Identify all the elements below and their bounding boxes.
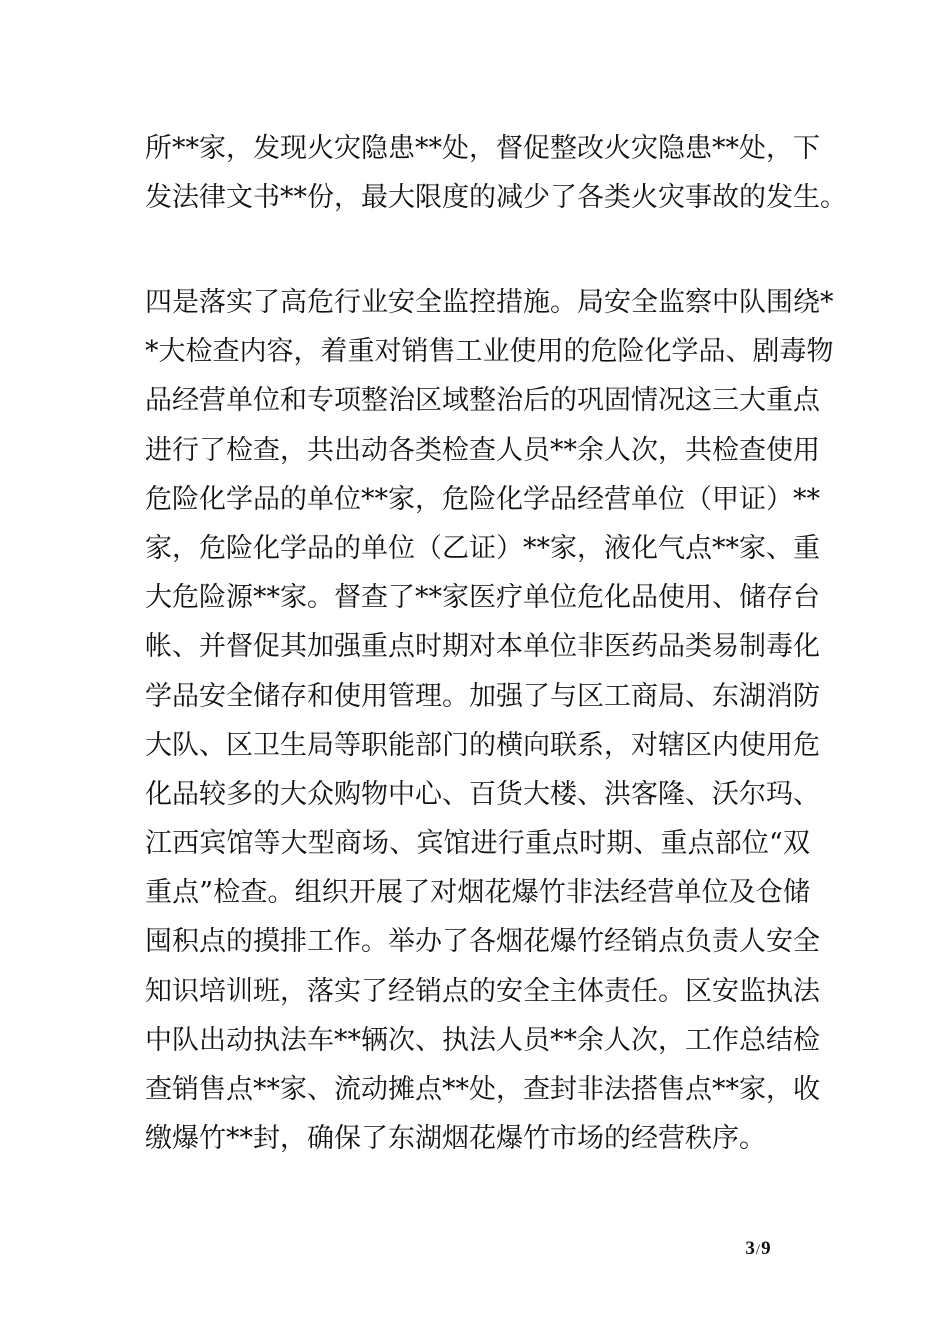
text-line: 家，危险化学品的单位（乙证）**家，液化气点**家、重 (145, 532, 820, 564)
text-line: 江西宾馆等大型商场、宾馆进行重点时期、重点部位“双 (145, 828, 810, 860)
text-line: 囤积点的摸排工作。举办了各烟花爆竹经销点负责人安全 (145, 926, 820, 958)
text-line: 中队出动执法车**辆次、执法人员**余人次，工作总结检 (145, 1024, 820, 1056)
text-line: 危险化学品的单位**家，危险化学品经营单位（甲证）** (145, 483, 820, 515)
paragraph-fire-inspection (145, 124, 847, 222)
text-line: 学品安全储存和使用管理。加强了与区工商局、东湖消防 (145, 680, 820, 712)
paragraph-high-risk-industry (145, 278, 834, 1163)
text-line: *大检查内容，着重对销售工业使用的危险化学品、剧毒物 (145, 336, 834, 368)
text-line: 查销售点**家、流动摊点**处，查封非法搭售点**家，收 (145, 1074, 820, 1105)
page-number (728, 1238, 788, 1260)
text-line: 帐、并督促其加强重点时期对本单位非医药品类易制毒化 (145, 631, 820, 663)
text-line: 发法律文书**份，最大限度的减少了各类火灾事故的发生。 (145, 182, 847, 214)
text-line: 大队、区卫生局等职能部门的横向联系，对辖区内使用危 (145, 729, 820, 761)
text-line: 大危险源**家。督查了**家医疗单位危化品使用、储存台 (145, 582, 820, 614)
total-pages-number: 9 (761, 1238, 771, 1259)
text-line: 重点”检查。组织开展了对烟花爆竹非法经营单位及仓储 (145, 877, 810, 909)
text-line: 品经营单位和专项整治区域整治后的巩固情况这三大重点 (145, 385, 820, 417)
current-page-number: 3 (745, 1238, 755, 1259)
text-line: 缴爆竹**封，确保了东湖烟花爆竹市场的经营秩序。 (145, 1123, 766, 1155)
page-separator: / (755, 1242, 761, 1258)
text-line: 四是落实了高危行业安全监控措施。局安全监察中队围绕* (145, 287, 834, 318)
text-line: 进行了检查，共出动各类检查人员**余人次，共检查使用 (145, 434, 820, 466)
text-line: 知识培训班，落实了经销点的安全主体责任。区安监执法 (145, 975, 820, 1007)
text-line: 化品较多的大众购物中心、百货大楼、洪客隆、沃尔玛、 (145, 778, 820, 810)
text-line: 所**家，发现火灾隐患**处，督促整改火灾隐患**处，下 (145, 133, 820, 164)
